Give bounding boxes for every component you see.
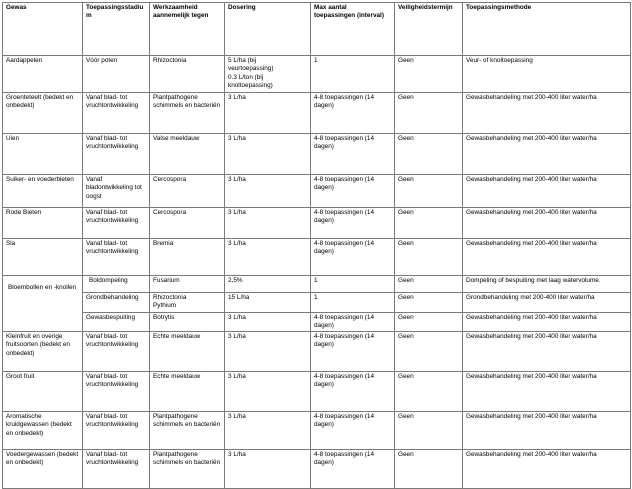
cell-methode: Gewasbehandeling met 200-400 liter water/ha	[463, 331, 631, 371]
application-table	[2, 2, 631, 489]
table-row	[3, 293, 631, 313]
cell-dosering: 15 L/ha	[225, 293, 311, 313]
cell-veiligheid: Geen	[395, 134, 463, 175]
cell-max: 4-8 toepassingen (14 dagen)	[311, 208, 395, 239]
cell-werkzaamheid: Echte meeldauw	[150, 331, 225, 371]
cell-methode: Gewasbehandeling met 200-400 liter water/ha	[463, 239, 631, 276]
cell-dosering: 2,5%	[225, 276, 311, 293]
cell-max: 1	[311, 276, 395, 293]
cell-dosering: 3 L/ha	[225, 134, 311, 175]
cell-veiligheid: Geen	[395, 331, 463, 371]
cell-stadium: Vanaf bladontwikkeling tot oogst	[83, 175, 150, 208]
cell-max: 4-8 toepassingen (14 dagen)	[311, 371, 395, 411]
cell-methode: Gewasbehandeling met 200-400 liter water/ha	[463, 93, 631, 134]
cell-stadium: Vanaf blad- tot vruchtontwikkeling	[83, 239, 150, 276]
header-veiligheid: Veiligheidstermijn	[395, 3, 463, 56]
cell-dosering: 3 L/ha	[225, 175, 311, 208]
cell-stadium: Vanaf blad- tot vruchtontwikkeling	[83, 449, 150, 488]
cell-dosering: 3 L/ha	[225, 239, 311, 276]
cell-dosering: 3 L/ha	[225, 411, 311, 449]
cell-methode: Gewasbehandeling met 200-400 liter water/ha	[463, 208, 631, 239]
header-dosering: Dosering	[225, 3, 311, 56]
cell-gewas: Sla	[3, 239, 83, 276]
cell-methode: Gewasbehandeling met 200-400 liter water/ha	[463, 313, 631, 332]
cell-stadium: Boldompeling	[83, 276, 150, 293]
cell-max: 4-8 toepassingen (14 dagen)	[311, 449, 395, 488]
cell-stadium: Vanaf blad- tot vruchtontwikkeling	[83, 411, 150, 449]
cell-veiligheid: Geen	[395, 411, 463, 449]
cell-max: 4-8 toepassingen (14 dagen)	[311, 313, 395, 332]
cell-gewas: Rode Bieten	[3, 208, 83, 239]
cell-gewas: Suiker- en voederbieten	[3, 175, 83, 208]
header-max: Max aantal toepassingen (interval)	[311, 3, 395, 56]
table-row	[3, 134, 631, 175]
table-row	[3, 449, 631, 488]
cell-dosering: 3 L/ha	[225, 449, 311, 488]
cell-stadium: Vanaf blad- tot vruchtontwikkeling	[83, 93, 150, 134]
cell-max: 4-8 toepassingen (14 dagen)	[311, 93, 395, 134]
cell-methode: Grondbehandeling met 200-400 liter water/ha	[463, 293, 631, 313]
cell-max: 1	[311, 293, 395, 313]
cell-werkzaamheid: Valse meeldauw	[150, 134, 225, 175]
cell-dosering: 3 L/ha	[225, 371, 311, 411]
cell-werkzaamheid: Rhizoctonia	[150, 56, 225, 93]
cell-methode: Gewasbehandeling met 200-400 liter water/ha	[463, 411, 631, 449]
cell-max: 4-8 toepassingen (14 dagen)	[311, 134, 395, 175]
cell-methode: Dompeling of bespuiting met laag watervolume.	[463, 276, 631, 293]
cell-gewas-bollen: Bloembollen en -knollen	[3, 276, 83, 332]
cell-gewas: Groot fruit	[3, 371, 83, 411]
cell-gewas: Aromatische kruidgewassen (bedekt en onbedekt)	[3, 411, 83, 449]
cell-methode: Veur- of knoltoepassing	[463, 56, 631, 93]
cell-werkzaamheid: Cercospora	[150, 208, 225, 239]
table-row	[3, 239, 631, 276]
cell-veiligheid: Geen	[395, 175, 463, 208]
header-gewas: Gewas	[3, 3, 83, 56]
cell-dosering: 3 L/ha	[225, 313, 311, 332]
header-werkzaamheid: Werkzaamheid aannemelijk tegen	[150, 3, 225, 56]
cell-veiligheid: Geen	[395, 208, 463, 239]
cell-werkzaamheid: Bremia	[150, 239, 225, 276]
cell-max: 4-8 toepassingen (14 dagen)	[311, 411, 395, 449]
cell-veiligheid: Geen	[395, 371, 463, 411]
table-row	[3, 208, 631, 239]
header-methode: Toepassingsmethode	[463, 3, 631, 56]
cell-werkzaamheid: Fusarium	[150, 276, 225, 293]
cell-werkzaamheid: Plantpathogene schimmels en bacteriën	[150, 449, 225, 488]
cell-stadium: Vanaf blad- tot vruchtontwikkeling	[83, 134, 150, 175]
cell-werkzaamheid: Echte meeldauw	[150, 371, 225, 411]
table-row	[3, 93, 631, 134]
table-header-row	[3, 3, 631, 56]
cell-dosering: 3 L/ha	[225, 93, 311, 134]
cell-max: 4-8 toepassingen (14 dagen)	[311, 331, 395, 371]
cell-gewas: Aardappelen	[3, 56, 83, 93]
cell-veiligheid: Geen	[395, 313, 463, 332]
cell-werkzaamheid: Plantpathogene schimmels en bacteriën	[150, 411, 225, 449]
table-row	[3, 411, 631, 449]
cell-gewas: Uien	[3, 134, 83, 175]
cell-methode: Gewasbehandeling met 200-400 liter water/ha	[463, 449, 631, 488]
cell-werkzaamheid: Cercospora	[150, 175, 225, 208]
header-stadium: Toepassingsstadium	[83, 3, 150, 56]
cell-max: 4-8 toepassingen (14 dagen)	[311, 239, 395, 276]
cell-gewas: Kleinfruit en overige fruitsoorten (bedekt en onbedekt)	[3, 331, 83, 371]
cell-veiligheid: Geen	[395, 449, 463, 488]
cell-max: 4-8 toepassingen (14 dagen)	[311, 175, 395, 208]
cell-gewas: Voedergewassen (bedekt en onbedekt)	[3, 449, 83, 488]
cell-veiligheid: Geen	[395, 56, 463, 93]
cell-methode: Gewasbehandeling met 200-400 liter water/ha	[463, 371, 631, 411]
table-row	[3, 56, 631, 93]
table-row	[3, 313, 631, 332]
table-row	[3, 276, 631, 293]
cell-gewas: Groenteteelt (bedekt en onbedekt)	[3, 93, 83, 134]
cell-methode: Gewasbehandeling met 200-400 liter water/ha	[463, 134, 631, 175]
table-row	[3, 371, 631, 411]
cell-stadium: Vanaf blad- tot vruchtontwikkeling	[83, 331, 150, 371]
cell-stadium: Grondbehandeling	[83, 293, 150, 313]
cell-werkzaamheid: Rhizoctonia Pythium	[150, 293, 225, 313]
table-row	[3, 175, 631, 208]
cell-stadium: Vanaf blad- tot vruchtontwikkeling	[83, 208, 150, 239]
table-row	[3, 331, 631, 371]
cell-veiligheid: Geen	[395, 239, 463, 276]
cell-veiligheid: Geen	[395, 276, 463, 293]
cell-werkzaamheid: Botrytis	[150, 313, 225, 332]
cell-dosering: 3 L/ha	[225, 208, 311, 239]
cell-methode: Gewasbehandeling met 200-400 liter water/ha	[463, 175, 631, 208]
cell-max: 1	[311, 56, 395, 93]
cell-dosering: 5 L/ha (bij veurtoepassing) 0.3 L/ton (bij knoltoepassing)	[225, 56, 311, 93]
cell-stadium: Gewasbespuiting	[83, 313, 150, 332]
cell-dosering: 3 L/ha	[225, 331, 311, 371]
cell-werkzaamheid: Plantpathogene schimmels en bacteriën	[150, 93, 225, 134]
cell-stadium: Vanaf blad- tot vruchtontwikkeling	[83, 371, 150, 411]
cell-veiligheid: Geen	[395, 93, 463, 134]
cell-stadium: Vóór poten	[83, 56, 150, 93]
cell-veiligheid: Geen	[395, 293, 463, 313]
